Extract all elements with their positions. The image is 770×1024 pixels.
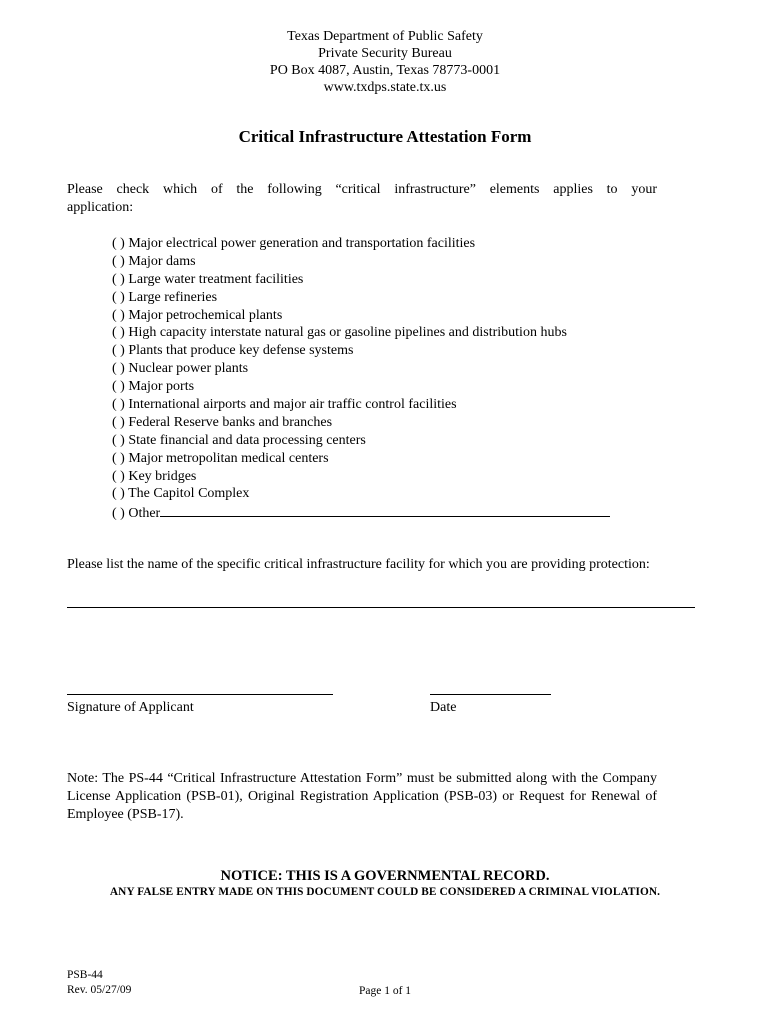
checklist-item <box>112 253 610 271</box>
checkbox[interactable]: ( ) <box>112 289 125 305</box>
checkbox[interactable]: ( ) <box>112 379 125 395</box>
checkbox[interactable]: ( ) <box>112 271 125 287</box>
revision-date: Rev. 05/27/09 <box>67 984 132 996</box>
checklist-item <box>112 414 610 432</box>
other-input-line[interactable] <box>160 503 610 517</box>
checkbox[interactable]: ( ) <box>112 361 125 377</box>
checklist-item-label: Key bridges <box>128 468 197 484</box>
checkbox[interactable]: ( ) <box>112 397 125 413</box>
checkbox[interactable]: ( ) <box>112 506 125 522</box>
checklist-item <box>112 307 610 325</box>
signature-line[interactable] <box>67 694 333 695</box>
checklist-item-label: Large water treatment facilities <box>128 271 304 287</box>
checklist-item-label: Major metropolitan medical centers <box>128 450 329 466</box>
false-entry-warning: ANY FALSE ENTRY MADE ON THIS DOCUMENT COULD BE CONSIDERED A CRIMINAL VIOLATION. <box>109 886 661 898</box>
checklist-item <box>112 289 610 307</box>
facility-name-line[interactable] <box>67 607 695 608</box>
facility-prompt: Please list the name of the specific critical infrastructure facility for which you are providing protection: <box>67 557 650 572</box>
checklist-item <box>112 342 610 360</box>
checklist-item-label: Major electrical power generation and transportation facilities <box>128 236 476 251</box>
checkbox[interactable]: ( ) <box>112 414 125 430</box>
checklist-item <box>112 450 610 468</box>
checklist-item-label: Nuclear power plants <box>128 361 249 377</box>
checklist-item <box>112 396 610 414</box>
checklist-item <box>112 360 610 378</box>
checklist-item <box>112 432 610 450</box>
checklist-item-label: Major ports <box>128 379 195 395</box>
instructions-line-2: application: <box>67 200 134 215</box>
date-label: Date <box>430 700 457 715</box>
checklist-item-label: Plants that produce key defense systems <box>128 343 354 359</box>
checklist-item <box>112 235 610 253</box>
checklist-item-label: High capacity interstate natural gas or gasoline pipelines and distribution hubs <box>128 325 567 341</box>
checklist-item-label: Federal Reserve banks and branches <box>128 414 333 430</box>
signature-label: Signature of Applicant <box>67 700 194 715</box>
agency-address: PO Box 4087, Austin, Texas 78773-0001 <box>269 63 501 78</box>
other-label: Other <box>128 506 161 522</box>
checklist-item-label: The Capitol Complex <box>128 486 250 502</box>
checkbox[interactable]: ( ) <box>112 307 125 323</box>
checkbox[interactable]: ( ) <box>112 253 125 269</box>
checklist-item <box>112 485 610 503</box>
checklist-item <box>112 468 610 486</box>
submission-note: Note: The PS-44 “Critical Infrastructure Attestation Form” must be submitted along with the Company License Application (PSB-01), Original Registration Application (PSB-03) or Request for Renewal of Employee (PSB-17). <box>67 771 657 822</box>
checklist-item-label: State financial and data processing centers <box>128 432 366 448</box>
checklist-item <box>112 324 610 342</box>
checkbox[interactable]: ( ) <box>112 486 125 502</box>
instructions <box>67 181 657 217</box>
checklist-item-label: Major petrochemical plants <box>128 307 283 323</box>
checklist-item <box>112 378 610 396</box>
page-number: Page 1 of 1 <box>358 985 412 997</box>
checklist-item <box>112 271 610 289</box>
checkbox[interactable]: ( ) <box>112 432 125 448</box>
checklist-item-label: International airports and major air traffic control facilities <box>128 397 457 413</box>
bureau-name: Private Security Bureau <box>318 46 452 61</box>
agency-website: www.txdps.state.tx.us <box>323 80 447 95</box>
governmental-record-notice: NOTICE: THIS IS A GOVERNMENTAL RECORD. <box>220 868 550 884</box>
checkbox[interactable]: ( ) <box>112 468 125 484</box>
instructions-line-1: Please check which of the following “critical infrastructure” elements applies to your <box>67 182 657 197</box>
checklist-item-label: Large refineries <box>128 289 218 305</box>
checklist-item-other <box>112 503 610 521</box>
agency-name: Texas Department of Public Safety <box>287 29 483 44</box>
checklist-item-label: Major dams <box>128 253 196 269</box>
checkbox[interactable]: ( ) <box>112 343 125 359</box>
checkbox[interactable]: ( ) <box>112 325 125 341</box>
form-number: PSB-44 <box>67 969 103 981</box>
form-title: Critical Infrastructure Attestation Form <box>238 127 532 146</box>
checkbox[interactable]: ( ) <box>112 236 125 251</box>
checkbox[interactable]: ( ) <box>112 450 125 466</box>
infrastructure-checklist <box>112 235 610 521</box>
date-line[interactable] <box>430 694 551 695</box>
